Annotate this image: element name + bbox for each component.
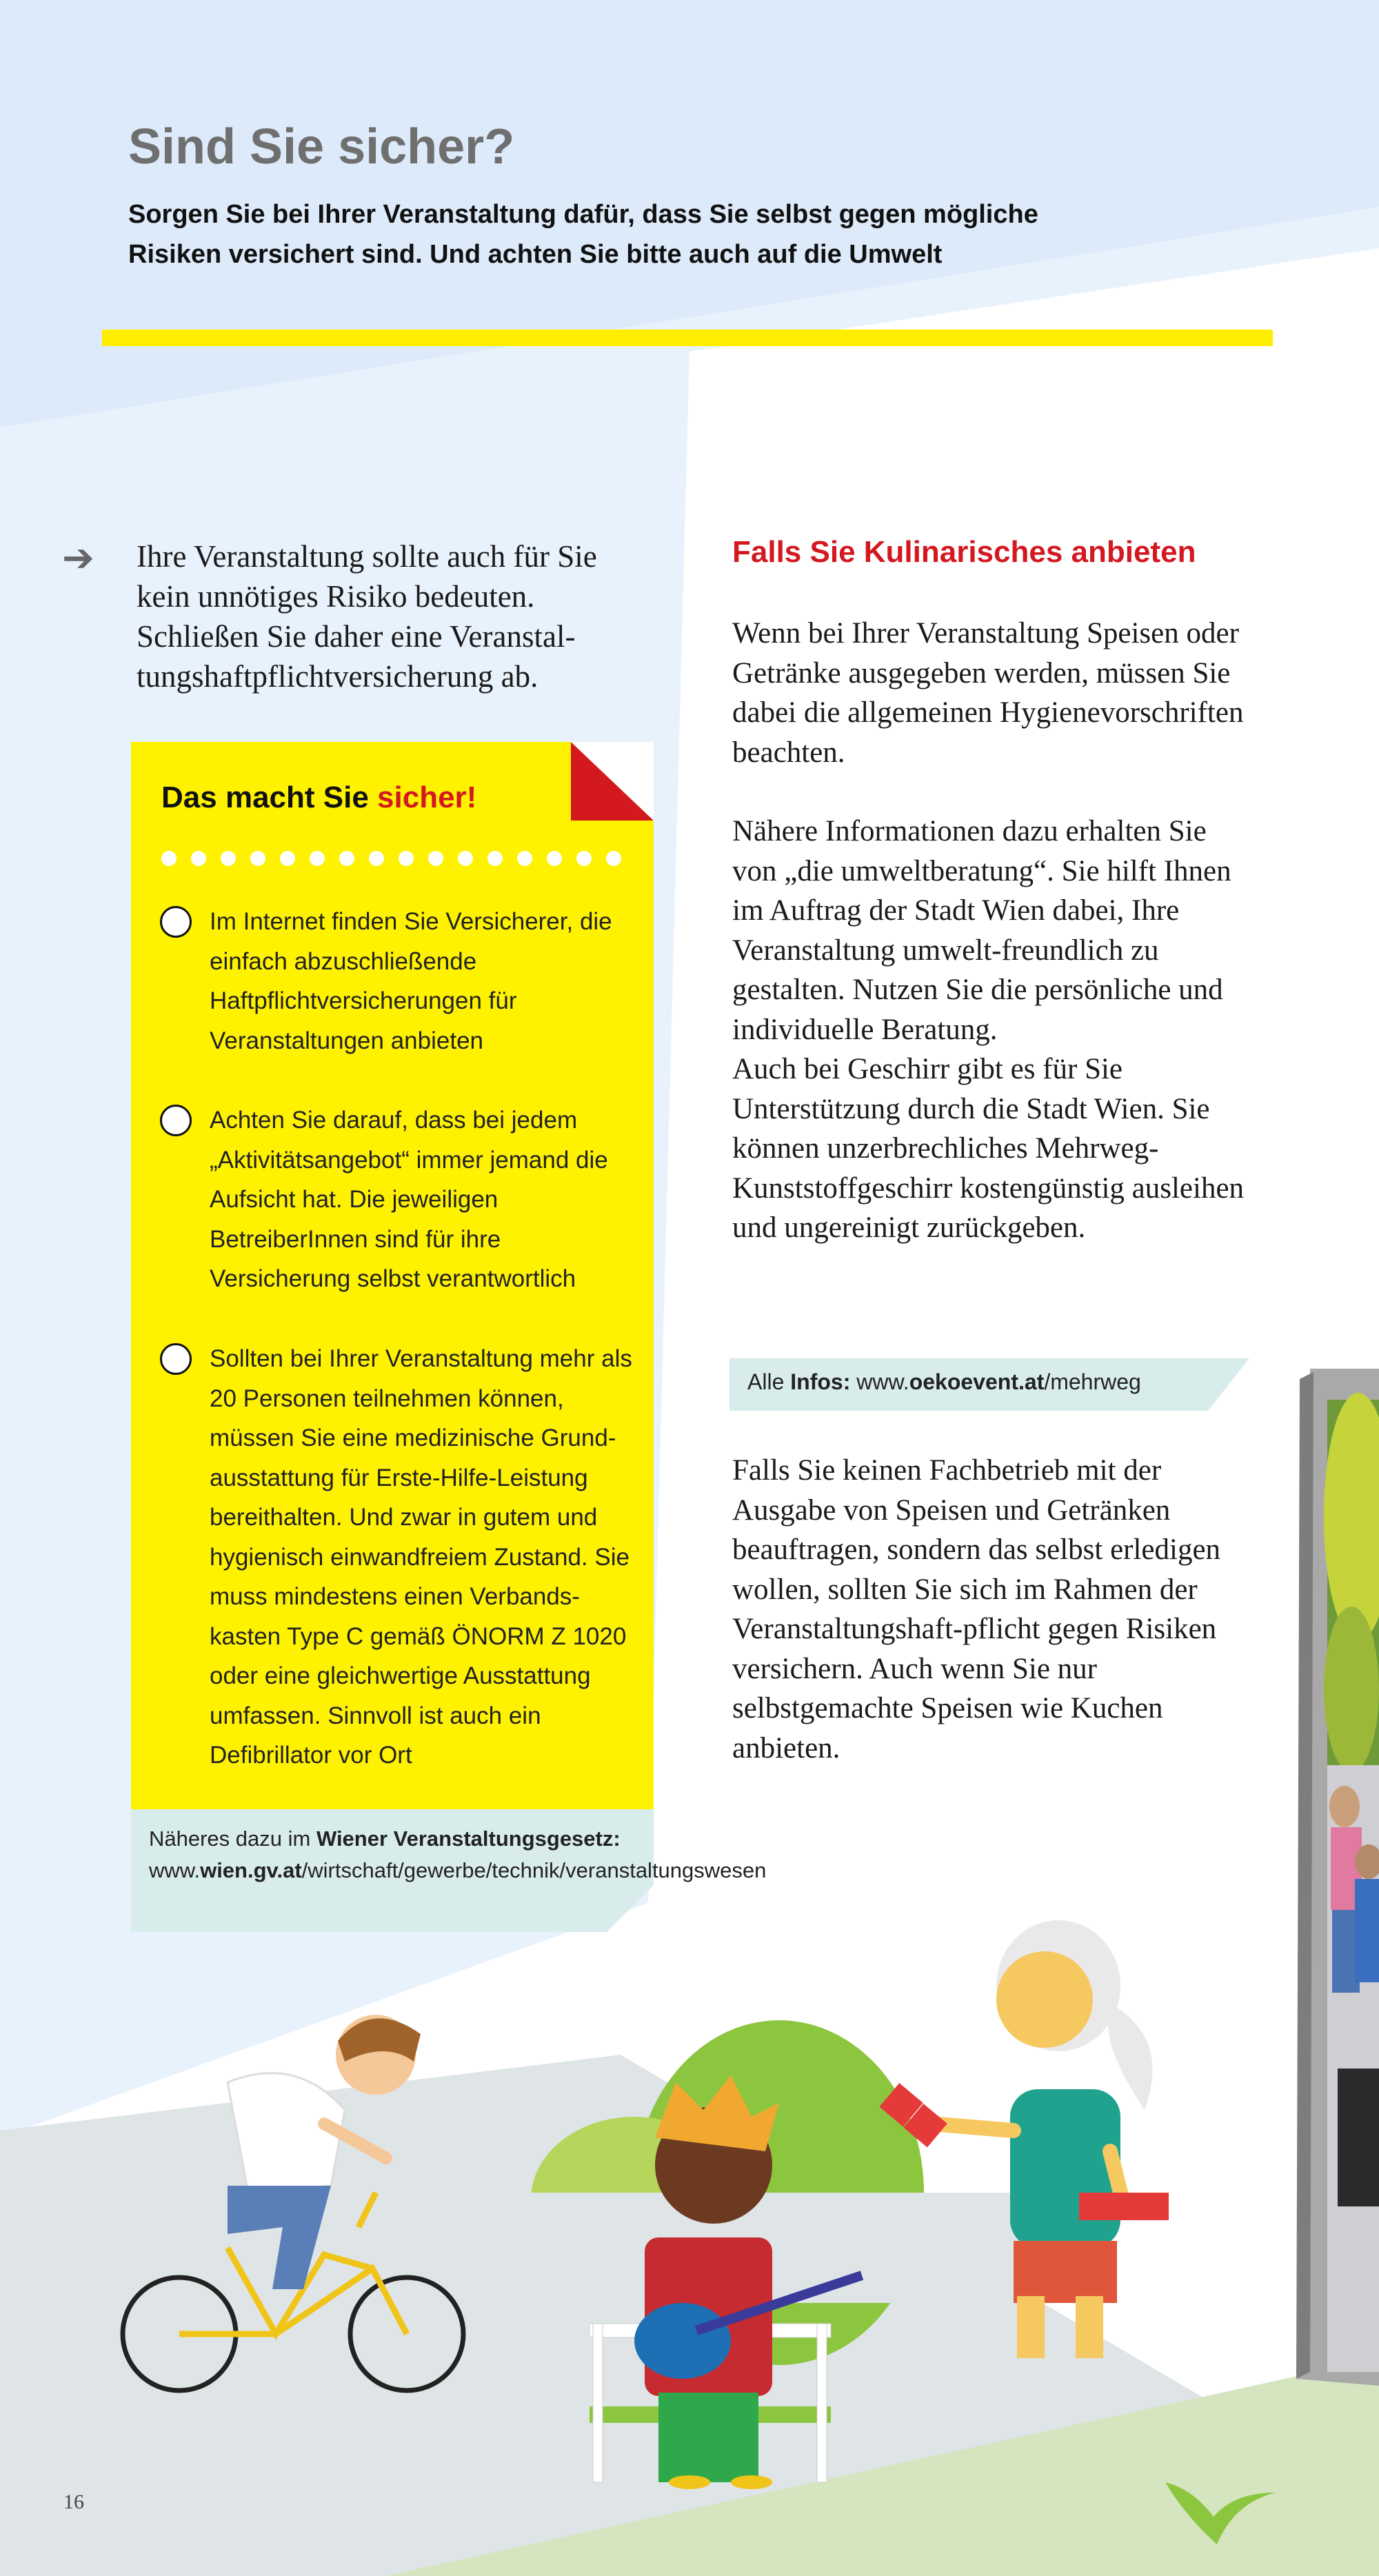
tips-item-1: Im Internet finden Sie Versicherer, die einfach abzuschließende Haftpflichtversicherungen für Veranstaltungen anbieten (210, 908, 612, 1054)
legal-note-url-domain: wien.gv.at (200, 1858, 302, 1882)
culinary-paragraph-1: Wenn bei Ihrer Veranstaltung Speisen oder Getränke ausgegeben werden, müssen Sie dabei die allgemeinen Hygienevorschriften beachten. (732, 617, 1244, 769)
arrow-right-icon: ➔ (62, 536, 94, 579)
tips-item-3: Sollten bei Ihrer Veranstaltung mehr als 20 Personen teilnehmen können, müssen Sie eine medizinische Grund-ausstattung für Erste-Hilfe-Leistung bereithalten. Und zwar in gutem und hygienisch einwandfreiem Zustand. Sie muss mindestens einen Verbands-kasten Type C gemäß ÖNORM Z 1020 oder eine gleichwertige Ausstattung umfassen. Sinnvoll ist auch ein Defibrillator vor Ort (210, 1345, 632, 1769)
checkbox-circle-icon[interactable] (160, 906, 192, 938)
tips-box-title (161, 781, 476, 815)
page-title: Sind Sie sicher? (128, 119, 515, 174)
photo-frame (1296, 1369, 1379, 2386)
page-fold-corner (571, 742, 654, 821)
legal-note-link[interactable] (149, 1858, 766, 1882)
checkbox-circle-icon[interactable] (160, 1343, 192, 1375)
tips-box-title-prefix: Das macht Sie (161, 781, 378, 814)
legal-note-url-path: /wirtschaft/gewerbe/technik/veranstaltungswesen (301, 1858, 767, 1882)
dotted-divider (160, 849, 636, 867)
intro-text: Ihre Veranstaltung sollte auch für Sie kein unnötiges Risiko bedeuten. Schließen Sie daher eine Veranstal-tungshaftpflichtversicherung ab. (137, 539, 597, 694)
infos-link[interactable] (747, 1369, 1141, 1395)
legal-note-law: Wiener Veranstaltungsgesetz: (316, 1827, 621, 1851)
checkbox-circle-icon[interactable] (160, 1105, 192, 1136)
infos-url-path: /mehrweg (1044, 1369, 1141, 1394)
culinary-paragraph-3: Auch bei Geschirr gibt es für Sie Unterstützung durch die Stadt Wien. Sie können unzerbrechliches Mehrweg-Kunststoffgeschirr kostengünstig ausleihen und ungereinigt zurückgeben. (732, 1053, 1245, 1244)
yellow-divider (102, 330, 1273, 346)
page-subtitle: Sorgen Sie bei Ihrer Veranstaltung dafür, dass Sie selbst gegen mögliche Risiken versichert sind. Und achten Sie bitte auch auf die Umwelt (128, 200, 1038, 269)
page-number: 16 (63, 2491, 84, 2513)
culinary-heading: Falls Sie Kulinarisches anbieten (732, 535, 1196, 569)
infos-url-prefix: www. (850, 1369, 909, 1394)
infos-label: Infos: (790, 1369, 851, 1394)
tips-box-title-highlight: sicher! (377, 781, 477, 814)
legal-note-prefix: Näheres dazu im (149, 1827, 316, 1851)
tips-item-2: Achten Sie darauf, dass bei jedem „Aktivitätsangebot“ immer jemand die Aufsicht hat. Die jeweiligen BetreiberInnen sind für ihre Versicherung selbst verantwortlich (210, 1107, 608, 1292)
infos-prefix: Alle (747, 1369, 791, 1394)
culinary-paragraph-4: Falls Sie keinen Fachbetrieb mit der Ausgabe von Speisen und Getränken beauftragen, sondern das selbst erledigen wollen, sollten Sie sich im Rahmen der Veranstaltungshaft-pflicht gegen Risiken versichern. Auch wenn Sie nur selbstgemachte Speisen wie Kuchen anbieten. (732, 1454, 1221, 1764)
legal-note-url-prefix: www. (149, 1858, 201, 1882)
culinary-paragraph-2: Nähere Informationen dazu erhalten Sie von „die umweltberatung“. Sie hilft Ihnen im Auftrag der Stadt Wien dabei, Ihre Veranstaltung umwelt-freundlich zu gestalten. Nutzen Sie die persönliche und individuelle Beratung. (732, 815, 1231, 1046)
legal-note-text (149, 1823, 767, 1886)
infos-url-domain: oekoevent.at (909, 1369, 1045, 1394)
